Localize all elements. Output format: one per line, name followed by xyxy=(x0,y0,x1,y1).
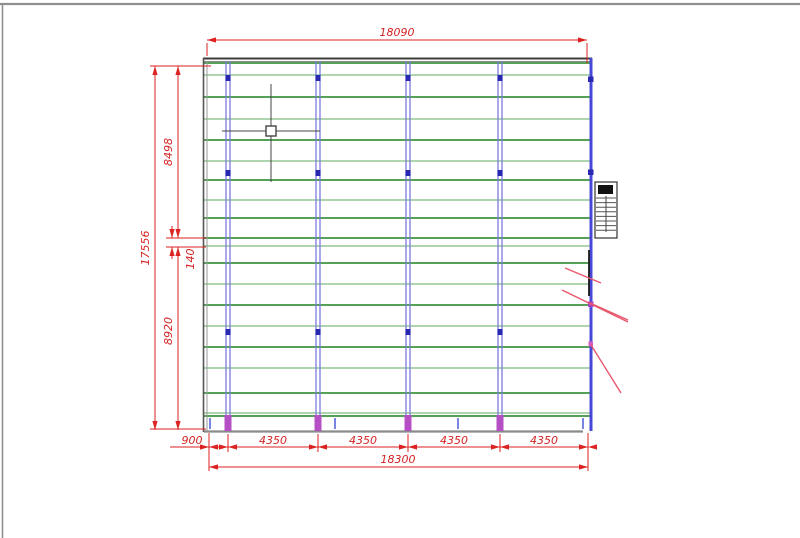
column-node xyxy=(226,170,231,176)
dim-label-left-upper: 8498 xyxy=(162,138,175,166)
ladder-symbol-cap xyxy=(598,185,613,194)
dim-arrowhead xyxy=(579,464,588,469)
dim-arrowhead xyxy=(318,444,327,449)
column-node xyxy=(406,329,411,335)
column-node xyxy=(316,329,321,335)
crosshair-cursor[interactable] xyxy=(266,126,276,136)
column-node xyxy=(498,170,503,176)
dim-arrowhead xyxy=(309,444,318,449)
dim-label-bottom-total: 18300 xyxy=(380,453,416,466)
dim-arrowhead xyxy=(169,247,174,256)
dim-arrowhead xyxy=(399,444,408,449)
column-node xyxy=(406,170,411,176)
right-edge-node xyxy=(588,77,594,83)
column-node xyxy=(498,75,503,81)
leader-line xyxy=(591,345,621,393)
column-base xyxy=(225,415,232,431)
leader-line xyxy=(590,303,628,320)
dim-arrowhead xyxy=(579,444,588,449)
dim-arrowhead xyxy=(209,444,218,449)
dim-arrowhead xyxy=(500,444,509,449)
dim-label-chain-4350-3: 4350 xyxy=(440,434,468,447)
dim-arrowhead xyxy=(152,66,157,75)
dim-label-left-total: 17556 xyxy=(139,230,152,266)
leader-line xyxy=(565,268,601,283)
dim-arrowhead xyxy=(588,444,597,449)
dim-arrowhead xyxy=(228,444,237,449)
dim-label-left-gap: 140 xyxy=(184,248,197,270)
dim-arrowhead xyxy=(169,229,174,238)
column-base xyxy=(315,415,322,431)
dim-label-left-lower: 8920 xyxy=(162,317,175,345)
dim-arrowhead xyxy=(175,247,180,256)
dim-label-chain-4350-1: 4350 xyxy=(259,434,287,447)
dim-label-chain-4350-4: 4350 xyxy=(530,434,558,447)
dim-label-top-width: 18090 xyxy=(379,26,415,39)
column-node xyxy=(316,75,321,81)
column-node xyxy=(316,170,321,176)
column-node xyxy=(226,75,231,81)
dim-label-chain-4350-2: 4350 xyxy=(349,434,377,447)
dim-arrowhead xyxy=(175,66,180,75)
column-node xyxy=(226,329,231,335)
column-node xyxy=(498,329,503,335)
column-base xyxy=(405,415,412,431)
right-edge-node xyxy=(588,170,594,176)
dim-arrowhead xyxy=(491,444,500,449)
dim-label-chain-900: 900 xyxy=(181,434,203,447)
dim-arrowhead xyxy=(219,444,228,449)
dim-arrowhead xyxy=(578,37,587,42)
column-node xyxy=(406,75,411,81)
dim-arrowhead xyxy=(207,37,216,42)
dim-arrowhead xyxy=(408,444,417,449)
dim-arrowhead xyxy=(209,464,218,469)
dim-arrowhead xyxy=(175,229,180,238)
column-base xyxy=(497,415,504,431)
